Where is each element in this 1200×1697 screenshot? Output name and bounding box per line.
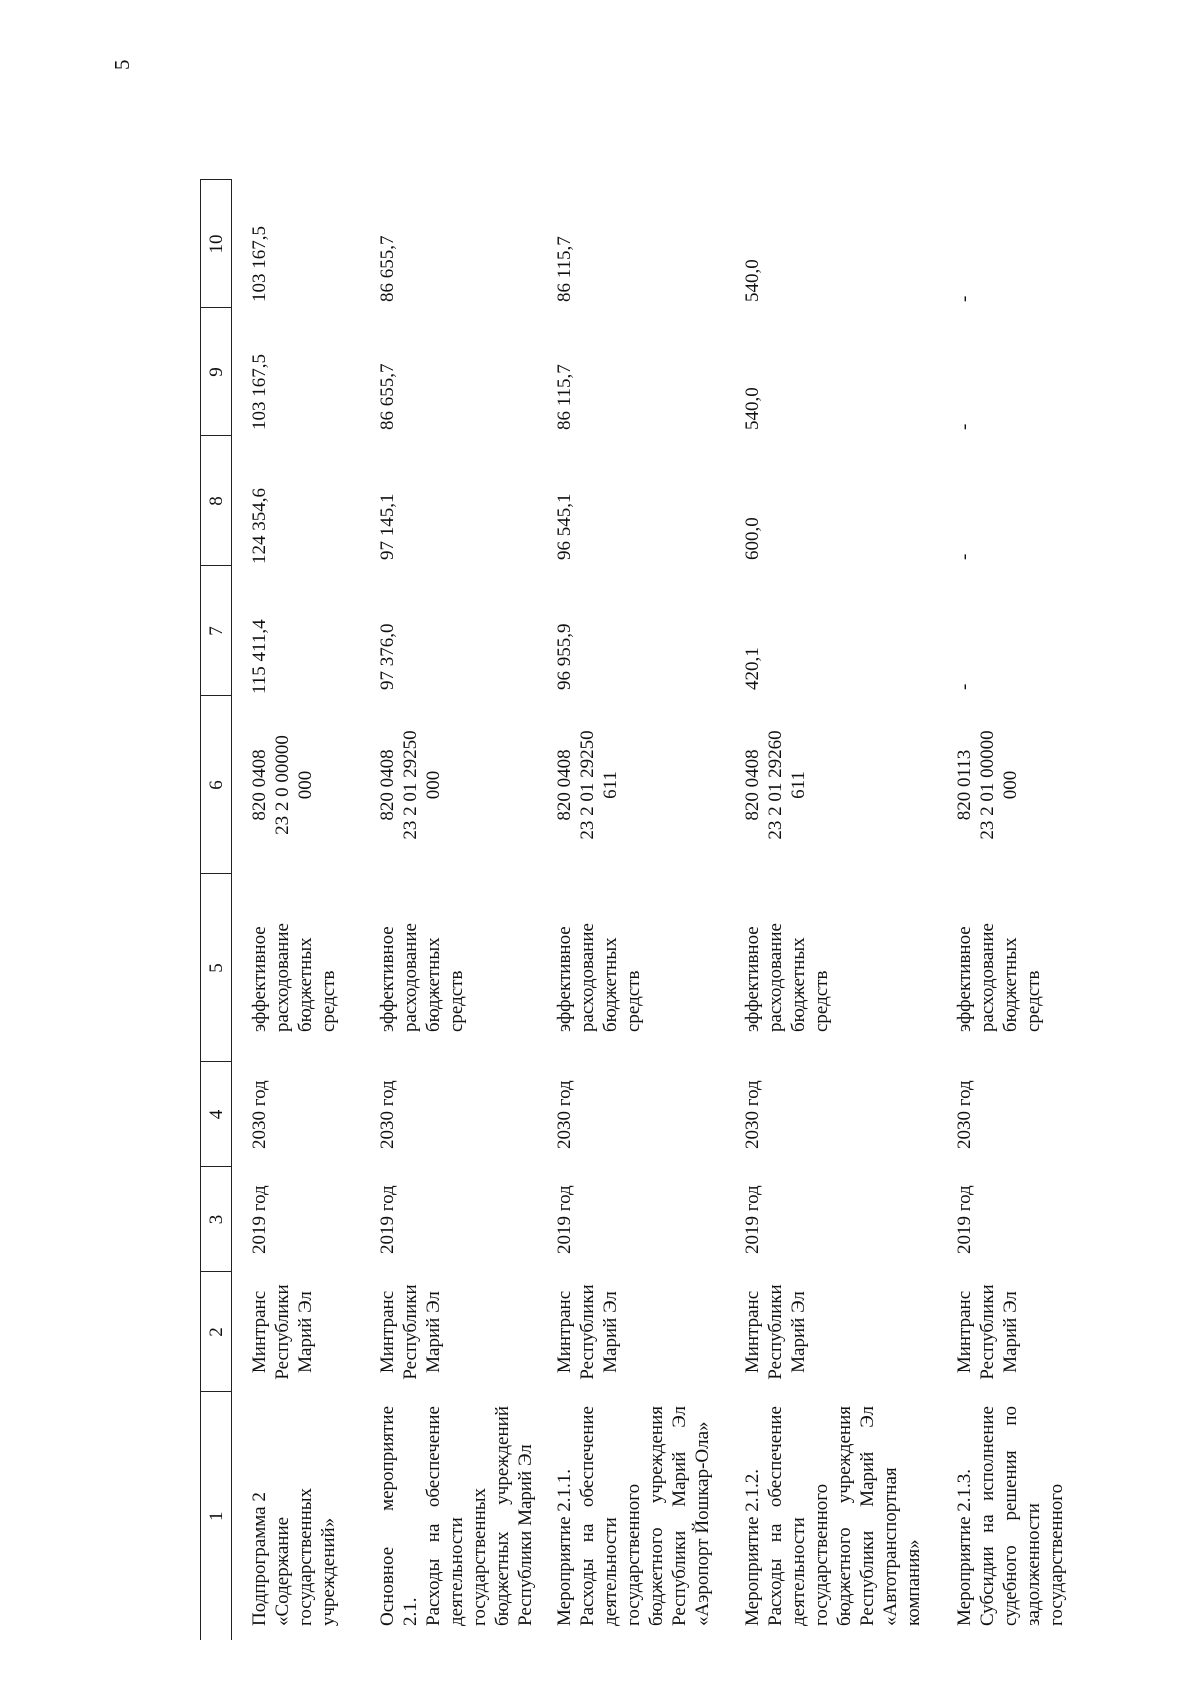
- col-header-1: 1: [201, 1392, 232, 1640]
- responsible-executor: Минтранс Республики Марий Эл: [741, 1284, 809, 1380]
- table-row: [725, 180, 937, 1640]
- value-col-10: 86 655,7: [376, 235, 398, 302]
- table-row: [360, 180, 537, 1640]
- col-header-3: 3: [201, 1167, 232, 1272]
- budget-code: 820 0113 23 2 01 00000 000: [953, 730, 1021, 840]
- value-col-7: -: [953, 683, 975, 690]
- value-col-9: 103 167,5: [249, 354, 270, 430]
- measure-name: Мероприятие 2.1.3. Субсидии на исполнение судебного решения по задолженности государственного: [953, 1406, 1067, 1626]
- start-year: 2019 год: [376, 1185, 398, 1254]
- table-row: [937, 180, 1200, 1640]
- value-col-8: 96 545,1: [553, 493, 575, 560]
- responsible-executor: Минтранс Республики Марий Эл: [953, 1284, 1021, 1380]
- value-col-9: 540,0: [741, 387, 763, 430]
- measure-name: Мероприятие 2.1.2. Расходы на обеспечение деятельности государственного бюджетного учреждения Республики Марий Эл «Автотранспортная компания»: [741, 1406, 924, 1626]
- expected-result: эффективное расходование бюджетных средств: [249, 923, 339, 1032]
- col-header-9: 9: [201, 308, 232, 436]
- end-year: 2030 год: [376, 1080, 398, 1149]
- value-col-8: 97 145,1: [376, 493, 398, 560]
- start-year: 2019 год: [553, 1185, 575, 1254]
- value-col-7: 420,1: [741, 647, 763, 690]
- end-year: 2030 год: [553, 1080, 575, 1149]
- responsible-executor: Минтранс Республики Марий Эл: [376, 1284, 444, 1380]
- expected-result: эффективное расходование бюджетных средств: [741, 923, 832, 1032]
- value-col-10: 86 115,7: [553, 236, 575, 302]
- column-number-row: [201, 180, 232, 1640]
- col-header-2: 2: [201, 1272, 232, 1392]
- budget-code: 820 0408 23 2 0 00000 000: [249, 735, 316, 835]
- rotated-table-sheet: [200, 180, 1200, 1640]
- program-table: [200, 180, 1200, 1641]
- start-year: 2019 год: [249, 1185, 270, 1254]
- budget-code: 820 0408 23 2 01 29250 000: [376, 730, 444, 840]
- start-year: 2019 год: [953, 1185, 975, 1254]
- value-col-10: 103 167,5: [249, 226, 270, 302]
- responsible-executor: Минтранс Республики Марий Эл: [249, 1284, 316, 1380]
- value-col-8: -: [953, 553, 975, 560]
- end-year: 2030 год: [741, 1080, 763, 1149]
- end-year: 2030 год: [249, 1080, 270, 1149]
- value-col-7: 96 955,9: [553, 623, 575, 690]
- start-year: 2019 год: [741, 1185, 763, 1254]
- value-col-10: 540,0: [741, 259, 763, 302]
- value-col-7: 115 411,4: [249, 619, 270, 694]
- budget-code: 820 0408 23 2 01 29250 611: [553, 730, 621, 840]
- value-col-9: -: [953, 423, 975, 430]
- col-header-4: 4: [201, 1062, 232, 1167]
- measure-name: Подпрограмма 2 «Содержание государственных учреждений»: [249, 1487, 339, 1626]
- end-year: 2030 год: [953, 1080, 975, 1149]
- page-number: 5: [110, 59, 134, 70]
- measure-name: Мероприятие 2.1.1. Расходы на обеспечение деятельности государственного бюджетного учреждения Республики Марий Эл «Аэропорт Йошкар-Ола»: [553, 1406, 713, 1626]
- expected-result: эффективное расходование бюджетных средств: [953, 923, 1044, 1032]
- expected-result: эффективное расходование бюджетных средств: [376, 923, 467, 1032]
- col-header-10: 10: [201, 180, 232, 308]
- col-header-5: 5: [201, 874, 232, 1062]
- col-header-7: 7: [201, 566, 232, 696]
- value-col-7: 97 376,0: [376, 623, 398, 690]
- budget-code: 820 0408 23 2 01 29260 611: [741, 730, 809, 840]
- value-col-9: 86 115,7: [553, 364, 575, 430]
- responsible-executor: Минтранс Республики Марий Эл: [553, 1284, 621, 1380]
- measure-name: Основное мероприятие 2.1. Расходы на обеспечение деятельности государственных бюджетных учреждений Республики Марий Эл: [376, 1406, 536, 1626]
- table-row: [232, 180, 360, 1640]
- value-col-8: 600,0: [741, 517, 763, 560]
- value-col-10: -: [953, 295, 975, 302]
- value-col-9: 86 655,7: [376, 363, 398, 430]
- col-header-6: 6: [201, 696, 232, 874]
- expected-result: эффективное расходование бюджетных средств: [553, 923, 644, 1032]
- table-row: [537, 180, 725, 1640]
- col-header-8: 8: [201, 436, 232, 566]
- value-col-8: 124 354,6: [249, 488, 270, 564]
